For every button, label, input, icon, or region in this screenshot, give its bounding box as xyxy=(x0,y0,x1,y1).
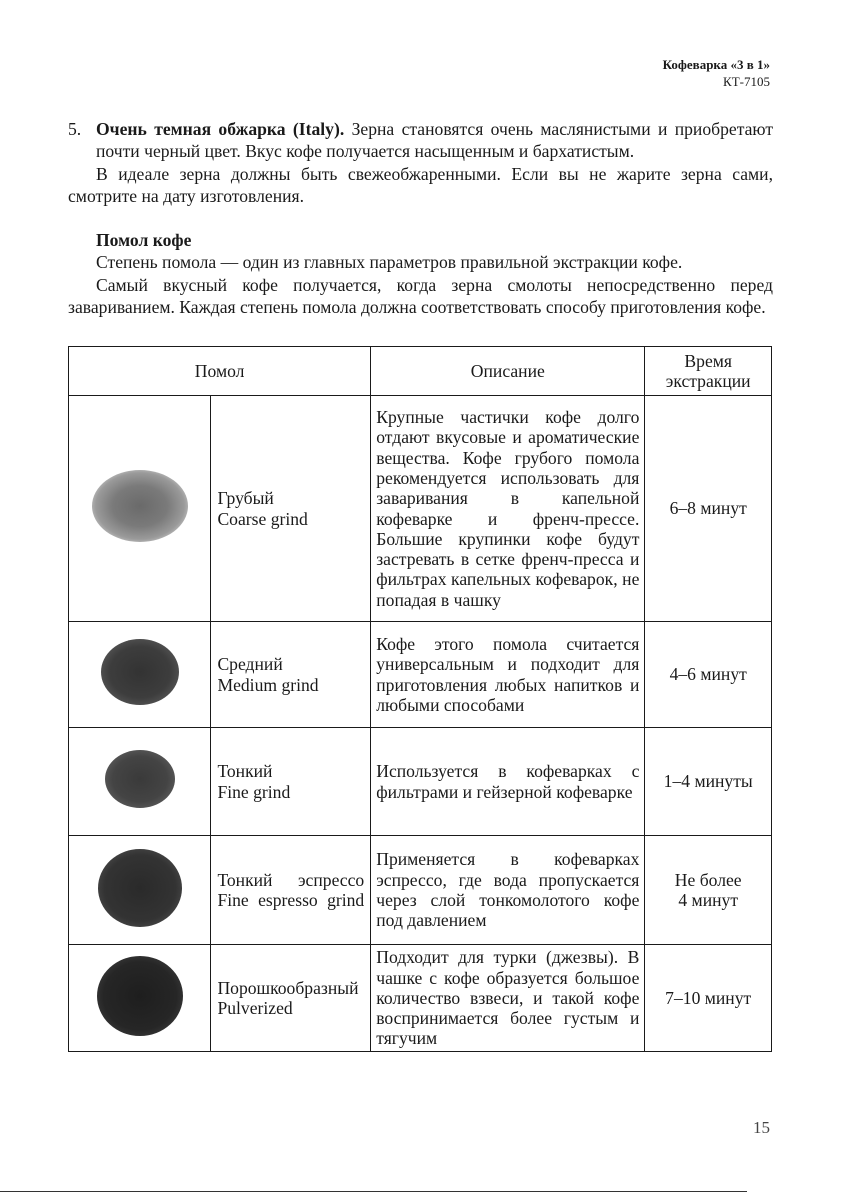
header-time-line2: экстракции xyxy=(665,371,751,391)
grind-name-cell xyxy=(211,728,371,836)
grind-name-ru: Средний xyxy=(217,654,283,675)
grind-name-en: Coarse grind xyxy=(217,508,308,529)
extraction-time-line2: 4 минут xyxy=(678,890,739,910)
table-row xyxy=(69,945,772,1052)
table-row xyxy=(69,396,772,622)
grind-name-ru: Грубый xyxy=(217,488,274,509)
page-header xyxy=(663,56,770,90)
list-item-text: Зерна становятся очень маслянистыми и приобретают почти черный цвет. Вкус кофе получается насыщенным и бархатистым. xyxy=(96,119,774,162)
table-row xyxy=(69,622,772,728)
grind-name-en: Fine espresso grind xyxy=(217,890,365,910)
grind-name-ru: Порошкообразный xyxy=(217,977,359,998)
grind-name-en: Fine grind xyxy=(217,781,291,802)
extraction-time: 1–4 минуты xyxy=(645,728,772,836)
grind-name-cell xyxy=(211,836,371,945)
grind-name-cell xyxy=(211,622,371,728)
grind-name-cell xyxy=(211,945,371,1052)
extraction-time xyxy=(645,836,772,945)
extraction-time: 7–10 минут xyxy=(645,945,772,1052)
table-row xyxy=(69,728,772,836)
grind-description: Крупные частички кофе долго отдают вкусовые и ароматические вещества. Кофе грубого помола рекомендуется использовать для заваривания в капельной кофеварке и френч-прессе. Большие крупинки кофе будут застревать в сетке френч-пресса и фильтрах капельных кофеварок, не попадая в чашку xyxy=(371,396,645,622)
grind-table xyxy=(68,346,772,1052)
header-grind: Помол xyxy=(69,347,371,396)
grind-name-ru: Тонкий xyxy=(217,761,273,782)
grind-name-en: Medium grind xyxy=(217,674,319,695)
grind-name-ru: Тонкий эспрессо xyxy=(217,869,365,890)
header-time-line1: Время xyxy=(684,351,732,371)
header-title: Кофеварка «3 в 1» xyxy=(662,57,770,72)
section-paragraph-1: Степень помола — один из главных параметров правильной экстракции кофе. xyxy=(96,252,683,273)
extraction-time: 4–6 минут xyxy=(645,622,772,728)
list-item-body xyxy=(96,118,773,163)
header-description: Описание xyxy=(371,347,645,396)
list-item-5 xyxy=(68,118,773,163)
list-number: 5. xyxy=(68,119,82,139)
grind-description: Используется в кофеварках с фильтрами и гейзерной кофеварке xyxy=(371,728,645,836)
main-content xyxy=(68,118,773,318)
grind-description: Применяется в кофеварках эспрессо, где вода пропускается через слой тонкомолотого кофе под давлением xyxy=(371,836,645,945)
medium-grind-image xyxy=(69,622,211,728)
page-number: 15 xyxy=(753,1118,770,1137)
extraction-time: 6–8 минут xyxy=(645,396,772,622)
extraction-time-line1: Не более xyxy=(674,869,742,890)
header-model: КТ-7105 xyxy=(723,74,770,89)
header-time xyxy=(645,347,772,396)
grind-name-cell xyxy=(211,396,371,622)
bottom-rule xyxy=(0,1191,747,1192)
table-row xyxy=(69,836,772,945)
grind-name-en: Pulverized xyxy=(217,998,293,1018)
pulverized-grind-image xyxy=(69,945,211,1052)
coarse-grind-image xyxy=(69,396,211,622)
grind-description: Кофе этого помола считается универсальным и подходит для приготовления любых напитков и любыми способами xyxy=(371,622,645,728)
section-paragraph-2: Самый вкусный кофе получается, когда зерна смолоты непосредственно перед завариванием. Каждая степень помола должна соответствовать способу приготовления кофе. xyxy=(68,274,773,318)
grind-description: Подходит для турки (джезвы). В чашке с кофе образуется большое количество взвеси, и такой кофе воспринимается более густым и тягучим xyxy=(371,945,645,1052)
table-header-row xyxy=(69,347,772,396)
fine-grind-image xyxy=(69,728,211,836)
paragraph-fresh-beans: В идеале зерна должны быть свежеобжаренными. Если вы не жарите зерна сами, смотрите на дату изготовления. xyxy=(68,163,773,206)
list-item-title: Очень темная обжарка (Italy). xyxy=(96,119,345,139)
fine-espresso-grind-image xyxy=(69,836,211,945)
section-title: Помол кофе xyxy=(96,230,192,251)
